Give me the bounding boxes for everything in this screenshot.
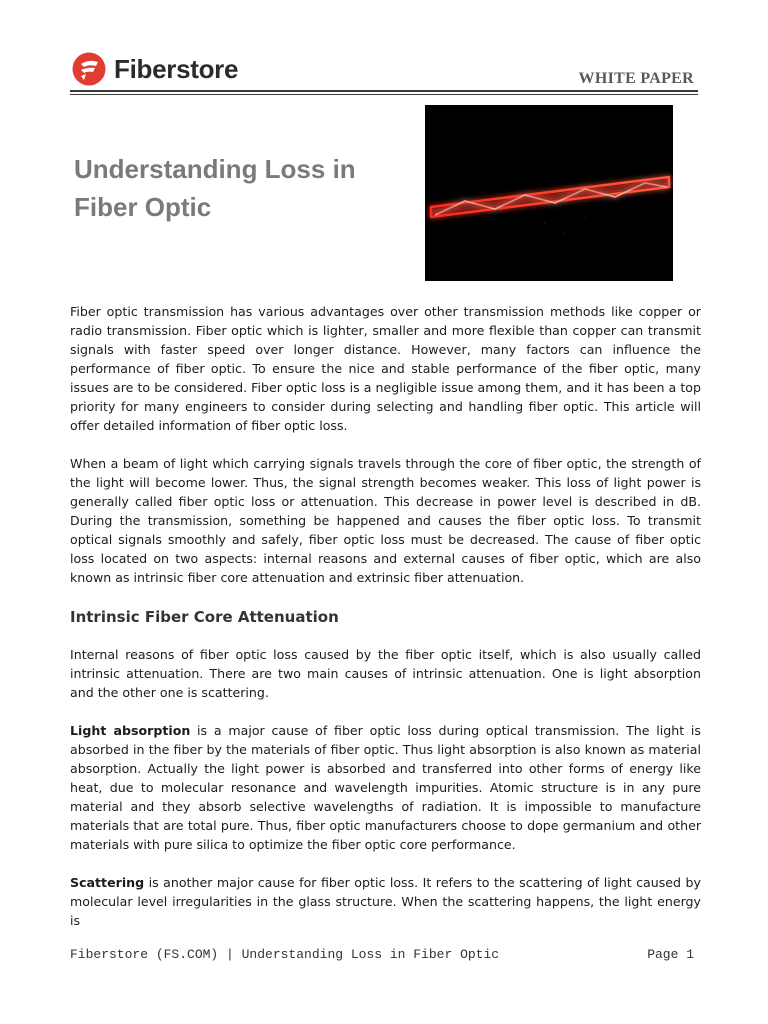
scattering-text: is another major cause for fiber optic loss. It refers to the scattering of light caused by molecular level irregularities in the glass structure. When the scattering happens, the light energy is [70, 875, 701, 928]
red-light-in-fiber-image [425, 105, 673, 281]
page-number: Page 1 [647, 947, 694, 962]
brand-name: Fiberstore [114, 53, 239, 84]
article-body [70, 302, 701, 949]
fiber-light-illustration [425, 105, 673, 281]
page-footer [70, 947, 694, 962]
intrinsic-paragraph: Internal reasons of fiber optic loss caused by the fiber optic itself, which is also usually called intrinsic attenuation. There are two main causes of intrinsic attenuation. One is light absorption and the other one is scattering. [70, 647, 701, 700]
fiberstore-logo-icon [72, 52, 106, 86]
header-rule-thin [70, 94, 698, 95]
document-type-label: WHITE PAPER [578, 70, 694, 87]
header-rule [70, 90, 698, 92]
fiberstore-logo [72, 52, 238, 86]
document-title [74, 150, 404, 226]
footer-document-title: Fiberstore (FS.COM) | Understanding Loss in Fiber Optic [70, 947, 500, 962]
title-line-1: Understanding Loss in [74, 154, 356, 184]
term-light-absorption: Light absorption [70, 723, 191, 738]
light-absorption-text: is a major cause of fiber optic loss during optical transmission. The light is absorbed in the fiber by the materials of fiber optic. Thus light absorption is also known as material absorption. Actually the light power is absorbed and transferred into other forms of energy like heat, due to molecular resonance and wavelength impurities. Atomic structure is in any pure material and they absorb selective wavelengths of radiation. It is impossible to manufacture materials that are total pure. Thus, fiber optic manufacturers choose to dope germanium and other materials with pure silica to optimize the fiber optic core performance. [70, 723, 701, 852]
intro-paragraph: Fiber optic transmission has various advantages over other transmission methods like copper or radio transmission. Fiber optic which is lighter, smaller and more flexible than copper can transmit signals with faster speed over longer distance. However, many factors can influence the performance of fiber optic. To ensure the nice and stable performance of the fiber optic, many issues are to be considered. Fiber optic loss is a negligible issue among them, and it has been a top priority for many engineers to consider during selecting and handling fiber optic. This article will offer detailed information of fiber optic loss. [70, 304, 701, 433]
scattering-paragraph [70, 873, 701, 930]
light-absorption-paragraph [70, 721, 701, 854]
attenuation-paragraph: When a beam of light which carrying signals travels through the core of fiber optic, the strength of the light will become lower. Thus, the signal strength becomes weaker. This loss of light power is generally called fiber optic loss or attenuation. This decrease in power level is described in dB. During the transmission, something be happened and causes the fiber optic loss. To transmit optical signals smoothly and safely, fiber optic loss must be decreased. The cause of fiber optic loss located on two aspects: internal reasons and external causes of fiber optic, which are also known as intrinsic fiber core attenuation and extrinsic fiber attenuation. [70, 456, 701, 585]
title-line-2: Fiber Optic [74, 192, 212, 222]
section-heading: Intrinsic Fiber Core Attenuation [70, 608, 339, 626]
term-scattering: Scattering [70, 875, 145, 890]
